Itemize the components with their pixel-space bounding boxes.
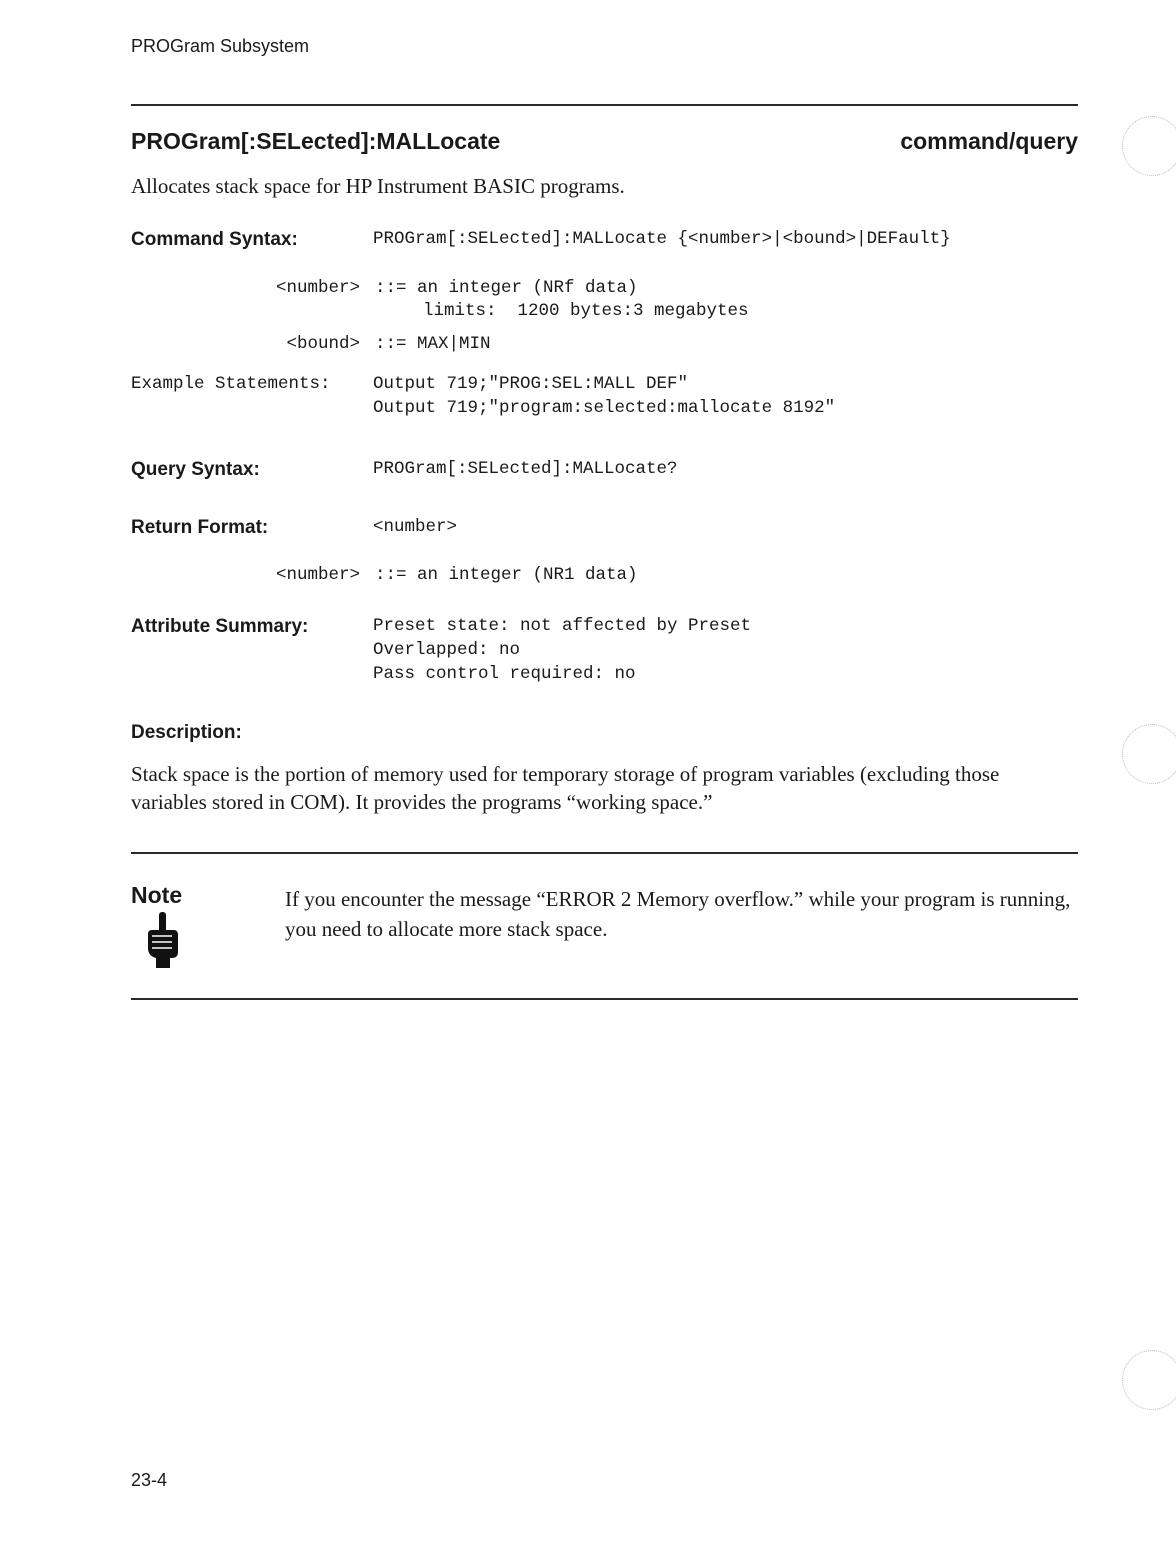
- number-limits: limits: 1200 bytes:3 megabytes: [423, 301, 749, 321]
- attribute-overlapped: Overlapped: no: [373, 640, 521, 660]
- header-rule: [131, 104, 1078, 106]
- command-type: command/query: [900, 128, 1078, 154]
- query-syntax-label: Query Syntax:: [131, 459, 260, 480]
- attribute-summary-label: Attribute Summary:: [131, 616, 309, 637]
- command-summary: Allocates stack space for HP Instrument BASIC programs.: [131, 174, 625, 198]
- return-number-definition: ::= an integer (NR1 data): [375, 565, 638, 585]
- return-format-value: <number>: [373, 517, 458, 537]
- punch-hole-middle: [1122, 724, 1176, 784]
- note-top-rule: [131, 852, 1078, 854]
- description-label: Description:: [131, 722, 242, 743]
- number-term: <number>: [275, 278, 360, 298]
- example-line-1: Output 719;"PROG:SEL:MALL DEF": [373, 374, 689, 394]
- query-syntax: PROGram[:SELected]:MALLocate?: [373, 459, 678, 479]
- attribute-pass-control: Pass control required: no: [373, 664, 636, 684]
- page-number: 23-4: [131, 1470, 168, 1490]
- punch-hole-bottom: [1122, 1350, 1176, 1410]
- example-statements-label: Example Statements:: [131, 374, 331, 394]
- note-label: Note: [131, 882, 183, 908]
- attribute-preset: Preset state: not affected by Preset: [373, 616, 752, 636]
- pointing-hand-icon: [142, 912, 182, 970]
- number-definition: ::= an integer (NRf data): [375, 278, 638, 298]
- return-format-label: Return Format:: [131, 517, 269, 538]
- command-syntax: PROGram[:SELected]:MALLocate {<number>|<bound>|DEFault}: [373, 229, 951, 249]
- return-number-term: <number>: [275, 565, 360, 585]
- note-text: If you encounter the message “ERROR 2 Memory overflow.” while your program is running, you need to allocate more stack space.: [285, 887, 1071, 941]
- note-bottom-rule: [131, 998, 1078, 1000]
- bound-term: <bound>: [286, 334, 360, 354]
- bound-definition: ::= MAX|MIN: [375, 334, 491, 354]
- command-title: PROGram[:SELected]:MALLocate: [131, 128, 501, 154]
- description-text: Stack space is the portion of memory used for temporary storage of program variables (excluding those variables stored in COM). It provides the programs “working space.”: [131, 762, 1000, 814]
- running-header: PROGram Subsystem: [131, 36, 310, 56]
- command-syntax-label: Command Syntax:: [131, 229, 298, 250]
- punch-hole-top: [1122, 116, 1176, 176]
- example-line-2: Output 719;"program:selected:mallocate 8192": [373, 398, 836, 418]
